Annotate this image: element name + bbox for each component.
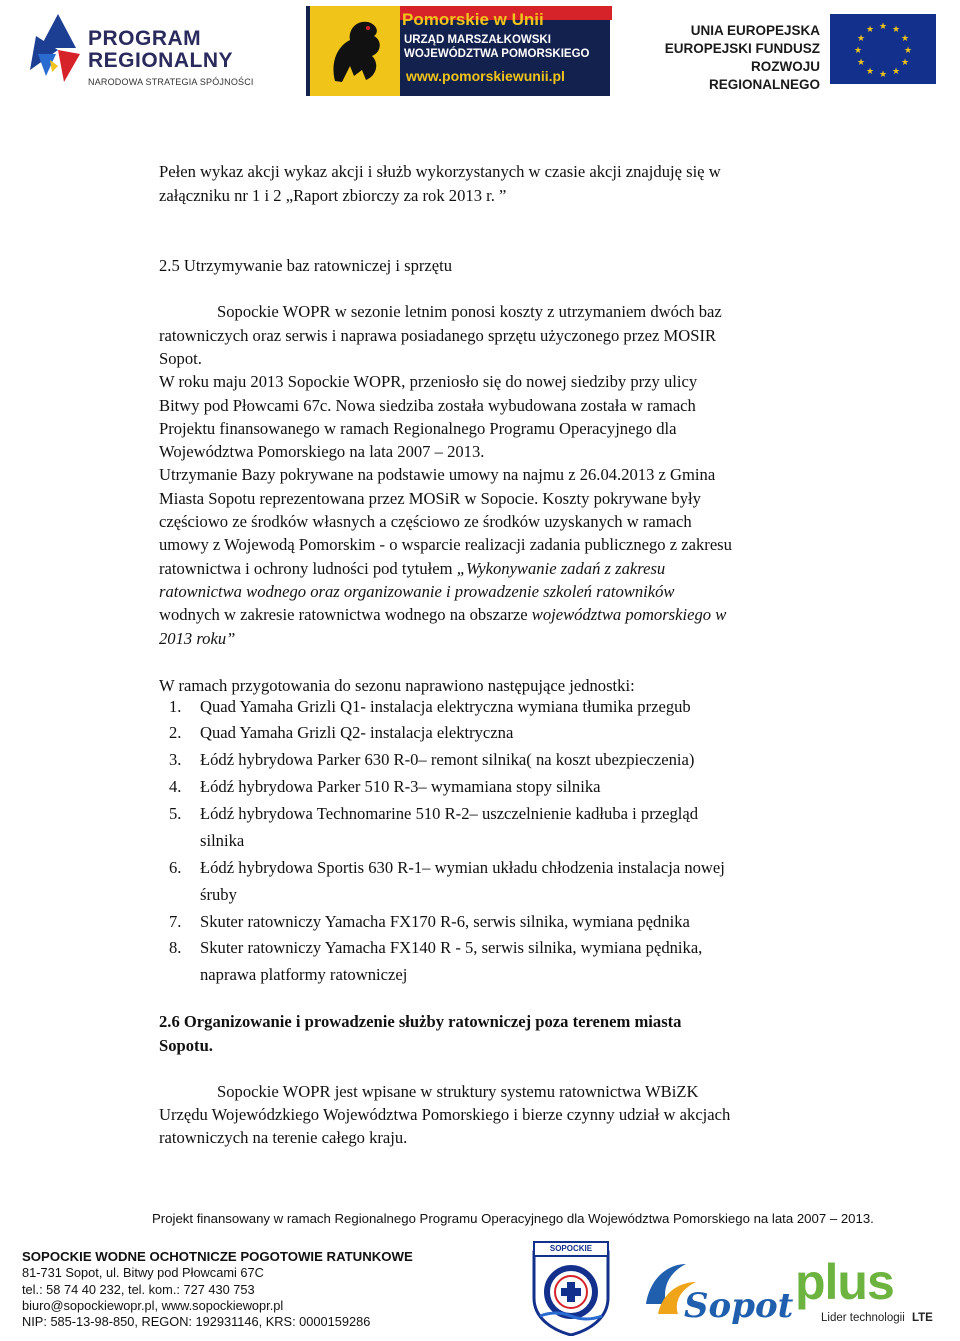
svg-text:★: ★ bbox=[903, 46, 913, 56]
list-text: Quad Yamaha Grizli Q2- instalacja elektryczna bbox=[200, 723, 514, 742]
paragraph-line: ratowniczych oraz serwis i naprawa posiadanego sprzętu użyczonego przez MOSIR bbox=[159, 326, 717, 345]
griffin-icon bbox=[310, 6, 400, 96]
badge-label: SOPOCKIE bbox=[549, 1244, 593, 1253]
pomorskie-title: Pomorskie w Unii bbox=[402, 10, 544, 29]
sopot-logo bbox=[640, 1258, 794, 1334]
eu-flag-icon bbox=[830, 14, 936, 84]
list-number: 8. bbox=[169, 938, 182, 957]
list-text: śruby bbox=[200, 885, 237, 904]
paragraph-line: Sopockie WOPR w sezonie letnim ponosi koszty z utrzymaniem dwóch baz bbox=[217, 302, 722, 321]
ue-fund-text: UNIA EUROPEJSKA EUROPEJSKI FUNDUSZ ROZWOJU REGIONALNEGO bbox=[664, 23, 820, 92]
paragraph-line: Pełen wykaz akcji wykaz akcji i służb wykorzystanych w czasie akcji znajduję się w bbox=[159, 162, 721, 181]
paragraph-line bbox=[159, 557, 665, 580]
svg-text:★: ★ bbox=[878, 22, 888, 32]
program-regionalny-emblem-icon bbox=[28, 14, 84, 86]
list-text: Skuter ratowniczy Yamacha FX170 R-6, serwis silnika, wymiana pędnika bbox=[200, 912, 690, 931]
list-text: naprawa platformy ratowniczej bbox=[200, 965, 408, 984]
list-text: silnika bbox=[200, 831, 245, 850]
list-number: 1. bbox=[169, 697, 182, 716]
list-text: Łódź hybrydowa Parker 510 R-3– wymamiana stopy silnika bbox=[200, 777, 601, 796]
svg-text:★: ★ bbox=[865, 25, 875, 35]
sopockie-wopr-badge bbox=[526, 1240, 616, 1336]
svg-text:★: ★ bbox=[856, 58, 866, 68]
plus-lte-logo bbox=[795, 1256, 945, 1336]
program-regionalny-logo bbox=[28, 14, 258, 86]
svg-text:★: ★ bbox=[853, 46, 863, 56]
paragraph-line: W roku maju 2013 Sopockie WOPR, przeniosło się do nowej siedziby przy ulicy bbox=[159, 372, 698, 391]
project-funding-note: Projekt finansowany w ramach Regionalnego Programu Operacyjnego dla Województwa Pomorskiego na lata 2007 – 2013. bbox=[152, 1211, 874, 1226]
paragraph-line: załączniku nr 1 i 2 „Raport zbiorczy za rok 2013 r. ” bbox=[159, 186, 507, 205]
list-number: 4. bbox=[169, 777, 182, 796]
section-heading-2-6-cont: Sopotu. bbox=[159, 1036, 213, 1055]
list-text: Quad Yamaha Grizli Q1- instalacja elektryczna wymiana tłumika przegub bbox=[200, 697, 691, 716]
svg-text:★: ★ bbox=[891, 67, 901, 77]
wopr-badge-icon bbox=[526, 1240, 616, 1336]
pomorskie-office: URZĄD MARSZAŁKOWSKI WOJEWÓDZTWA POMORSKIEGO bbox=[404, 34, 590, 60]
organization-address bbox=[22, 1249, 413, 1330]
list-number: 6. bbox=[169, 858, 182, 877]
paragraph-line bbox=[159, 603, 726, 626]
svg-text:★: ★ bbox=[878, 70, 888, 80]
paragraph-text: ratownictwa i ochrony ludności pod tytułem bbox=[159, 559, 457, 578]
sopot-wordmark: Sopot bbox=[684, 1286, 794, 1326]
svg-text:★: ★ bbox=[900, 34, 910, 44]
pomorskie-url: www.pomorskiewunii.pl bbox=[406, 68, 565, 84]
unia-europejska-logo bbox=[650, 14, 940, 92]
svg-text:★: ★ bbox=[856, 34, 866, 44]
pomorskie-w-unii-logo bbox=[306, 6, 610, 96]
program-regionalny-subtitle: NARODOWA STRATEGIA SPÓJNOŚCI bbox=[88, 77, 254, 87]
paragraph-line: W ramach przygotowania do sezonu naprawiono następujące jednostki: bbox=[159, 676, 635, 695]
email-line: biuro@sopockiewopr.pl, www.sopockiewopr.pl bbox=[22, 1297, 284, 1313]
list-text: Łódź hybrydowa Technomarine 510 R-2– uszczelnienie kadłuba i przegląd bbox=[200, 804, 699, 823]
paragraph-line: Województwa Pomorskiego na lata 2007 – 2013. bbox=[159, 442, 485, 461]
registration-ids: NIP: 585-13-98-850, REGON: 192931146, KRS: 0000159286 bbox=[22, 1314, 371, 1330]
paragraph-line: Miasta Sopotu reprezentowana przez MOSiR w Sopocie. Koszty pokrywane były bbox=[159, 489, 701, 508]
paragraph-line: Sopockie WOPR jest wpisane w struktury systemu ratownictwa WBiZK bbox=[217, 1082, 699, 1101]
list-number: 3. bbox=[169, 750, 182, 769]
plus-tagline: Lider technologii LTE bbox=[821, 1312, 933, 1324]
svg-text:★: ★ bbox=[891, 25, 901, 35]
paragraph-line: Bitwy pod Płowcami 67c. Nowa siedziba została wybudowana została w ramach bbox=[159, 396, 696, 415]
list-number: 2. bbox=[169, 723, 182, 742]
svg-text:★: ★ bbox=[865, 67, 875, 77]
paragraph-line: 2013 roku” bbox=[159, 629, 236, 648]
svg-text:★: ★ bbox=[900, 58, 910, 68]
address-line: 81-731 Sopot, ul. Bitwy pod Płowcami 67C bbox=[22, 1265, 264, 1281]
list-text: Łódź hybrydowa Parker 630 R-0– remont silnika( na koszt ubezpieczenia) bbox=[200, 750, 695, 769]
list-text: Łódź hybrydowa Sportis 630 R-1– wymian układu chłodzenia instalacja nowej bbox=[200, 858, 725, 877]
paragraph-line: częściowo ze środków własnych a częściowo ze środków uzyskanych w ramach bbox=[159, 512, 692, 531]
list-text: Skuter ratowniczy Yamacha FX140 R - 5, serwis silnika, wymiana pędnika, bbox=[200, 938, 703, 957]
paragraph-line: Urzędu Wojewódzkiego Województwa Pomorskiego i bierze czynny udział w akcjach bbox=[159, 1105, 731, 1124]
section-heading-2-6: 2.6 Organizowanie i prowadzenie służby ratowniczej poza terenem miasta bbox=[159, 1012, 682, 1031]
list-number: 7. bbox=[169, 912, 182, 931]
paragraph-line: Sopot. bbox=[159, 349, 202, 368]
section-heading-2-5: 2.5 Utrzymywanie baz ratowniczej i sprzętu bbox=[159, 256, 453, 275]
paragraph-line: ratowniczych na terenie całego kraju. bbox=[159, 1128, 408, 1147]
paragraph-italic-text: „Wykonywanie zadań z zakresu bbox=[456, 559, 666, 578]
paragraph-line: umowy z Wojewodą Pomorskim - o wsparcie realizacji zadania publicznego z zakresu bbox=[159, 535, 732, 554]
plus-wordmark: plus bbox=[795, 1254, 894, 1310]
phone-line: tel.: 58 74 40 232, tel. kom.: 727 430 753 bbox=[22, 1281, 255, 1297]
paragraph-italic-text: województwa pomorskiego w bbox=[531, 605, 727, 624]
list-number: 5. bbox=[169, 804, 182, 823]
paragraph-line: Utrzymanie Bazy pokrywane na podstawie umowy na najmu z 26.04.2013 z Gmina bbox=[159, 465, 716, 484]
program-regionalny-title: PROGRAM REGIONALNY bbox=[88, 27, 234, 72]
page-header bbox=[0, 0, 960, 110]
paragraph-text: wodnych w zakresie ratownictwa wodnego na obszarze bbox=[159, 605, 532, 624]
paragraph-line: ratownictwa wodnego oraz organizowanie i prowadzenie szkoleń ratowników bbox=[159, 582, 675, 601]
paragraph-line: Projektu finansowanego w ramach Regionalnego Programu Operacyjnego dla bbox=[159, 419, 677, 438]
organization-name: SOPOCKIE WODNE OCHOTNICZE POGOTOWIE RATUNKOWE bbox=[22, 1249, 413, 1264]
